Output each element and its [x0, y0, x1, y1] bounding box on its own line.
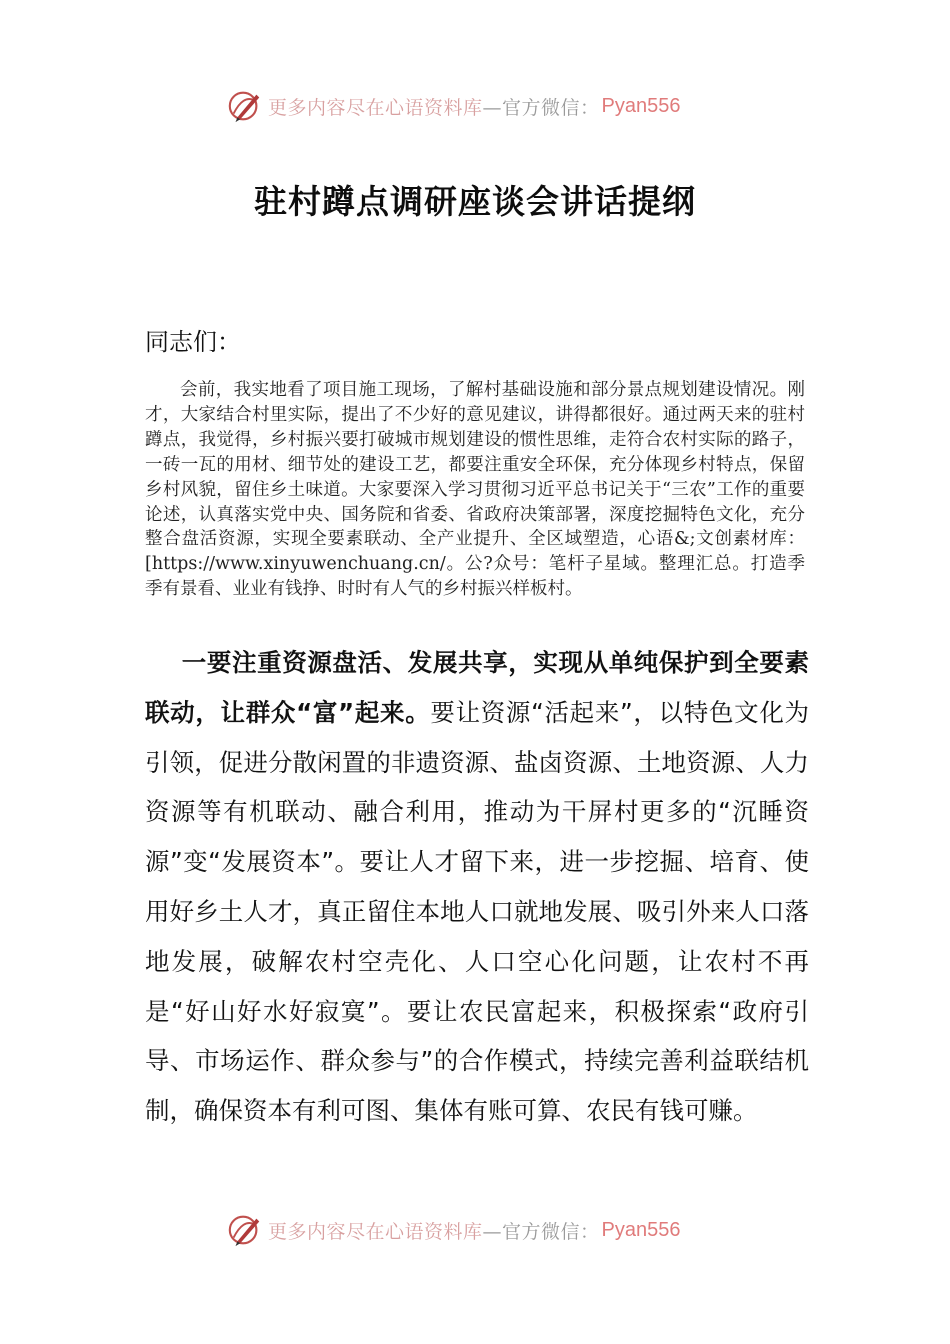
watermark-text: 更多内容尽在心语资料库	[268, 1220, 483, 1243]
section-1-body: 要让资源“活起来”，以特色文化为引领，促进分散闲置的非遗资源、盐卤资源、土地资源、人力资源等有机联动、融合利用，推动为干屏村更多的“沉睡资源”变“发展资本”。要让人才留下来，进一步挖掘、培育、使用好乡土人才，真正留住本地人口就地发展、吸引外来人口落地发展，破解农村空壳化、人口空心化问题，让农村不再是“好山好水好寂寞”。要让农民富起来，积极探索“政府引导、市场运作、群众参与”的合作模式，持续完善利益联结机制，确保资本有利可图、集体有账可算、农民有钱可赚。	[145, 697, 810, 1126]
pen-logo-icon	[226, 1211, 264, 1249]
watermark-wechat-id: Pyan556	[601, 1218, 681, 1241]
document-title: 驻村蹲点调研座谈会讲话提纲	[254, 182, 696, 221]
pen-logo-icon	[226, 87, 264, 125]
watermark-header	[226, 86, 746, 126]
watermark-footer	[226, 1210, 746, 1250]
section-1-lead: 一要注重资源盘活、发展共享，实现从单纯保护到全要素联动，让群众“富”起来。	[145, 648, 809, 727]
salutation: 同志们：	[145, 328, 241, 356]
watermark-separator: —官方微信：	[482, 1220, 600, 1243]
watermark-wechat-id: Pyan556	[601, 94, 681, 117]
section-1-paragraph	[145, 638, 809, 1136]
intro-paragraph: 会前，我实地看了项目施工现场，了解村基础设施和部分景点规划建设情况。刚才，大家结合村里实际，提出了不少好的意见建议，讲得都很好。通过两天来的驻村蹲点，我觉得，乡村振兴要打破城市规划建设的惯性思维，走符合农村实际的路子，一砖一瓦的用材、细节处的建设工艺，都要注重安全环保，充分体现乡村特点，保留乡村风貌，留住乡土味道。大家要深入学习贯彻习近平总书记关于“三农”工作的重要论述，认真落实党中央、国务院和省委、省政府决策部署，深度挖掘特色文化，充分整合盘活资源，实现全要素联动、全产业提升、全区域塑造，心语&;文创素材库：[https://www.xinyuwenchuang.cn/。公?众号：笔杆子星域。整理汇总。打造季季有景看、业业有钱挣、时时有人气的乡村振兴样板村。	[145, 380, 805, 600]
watermark-separator: —官方微信：	[482, 96, 600, 119]
watermark-text: 更多内容尽在心语资料库	[268, 96, 483, 119]
